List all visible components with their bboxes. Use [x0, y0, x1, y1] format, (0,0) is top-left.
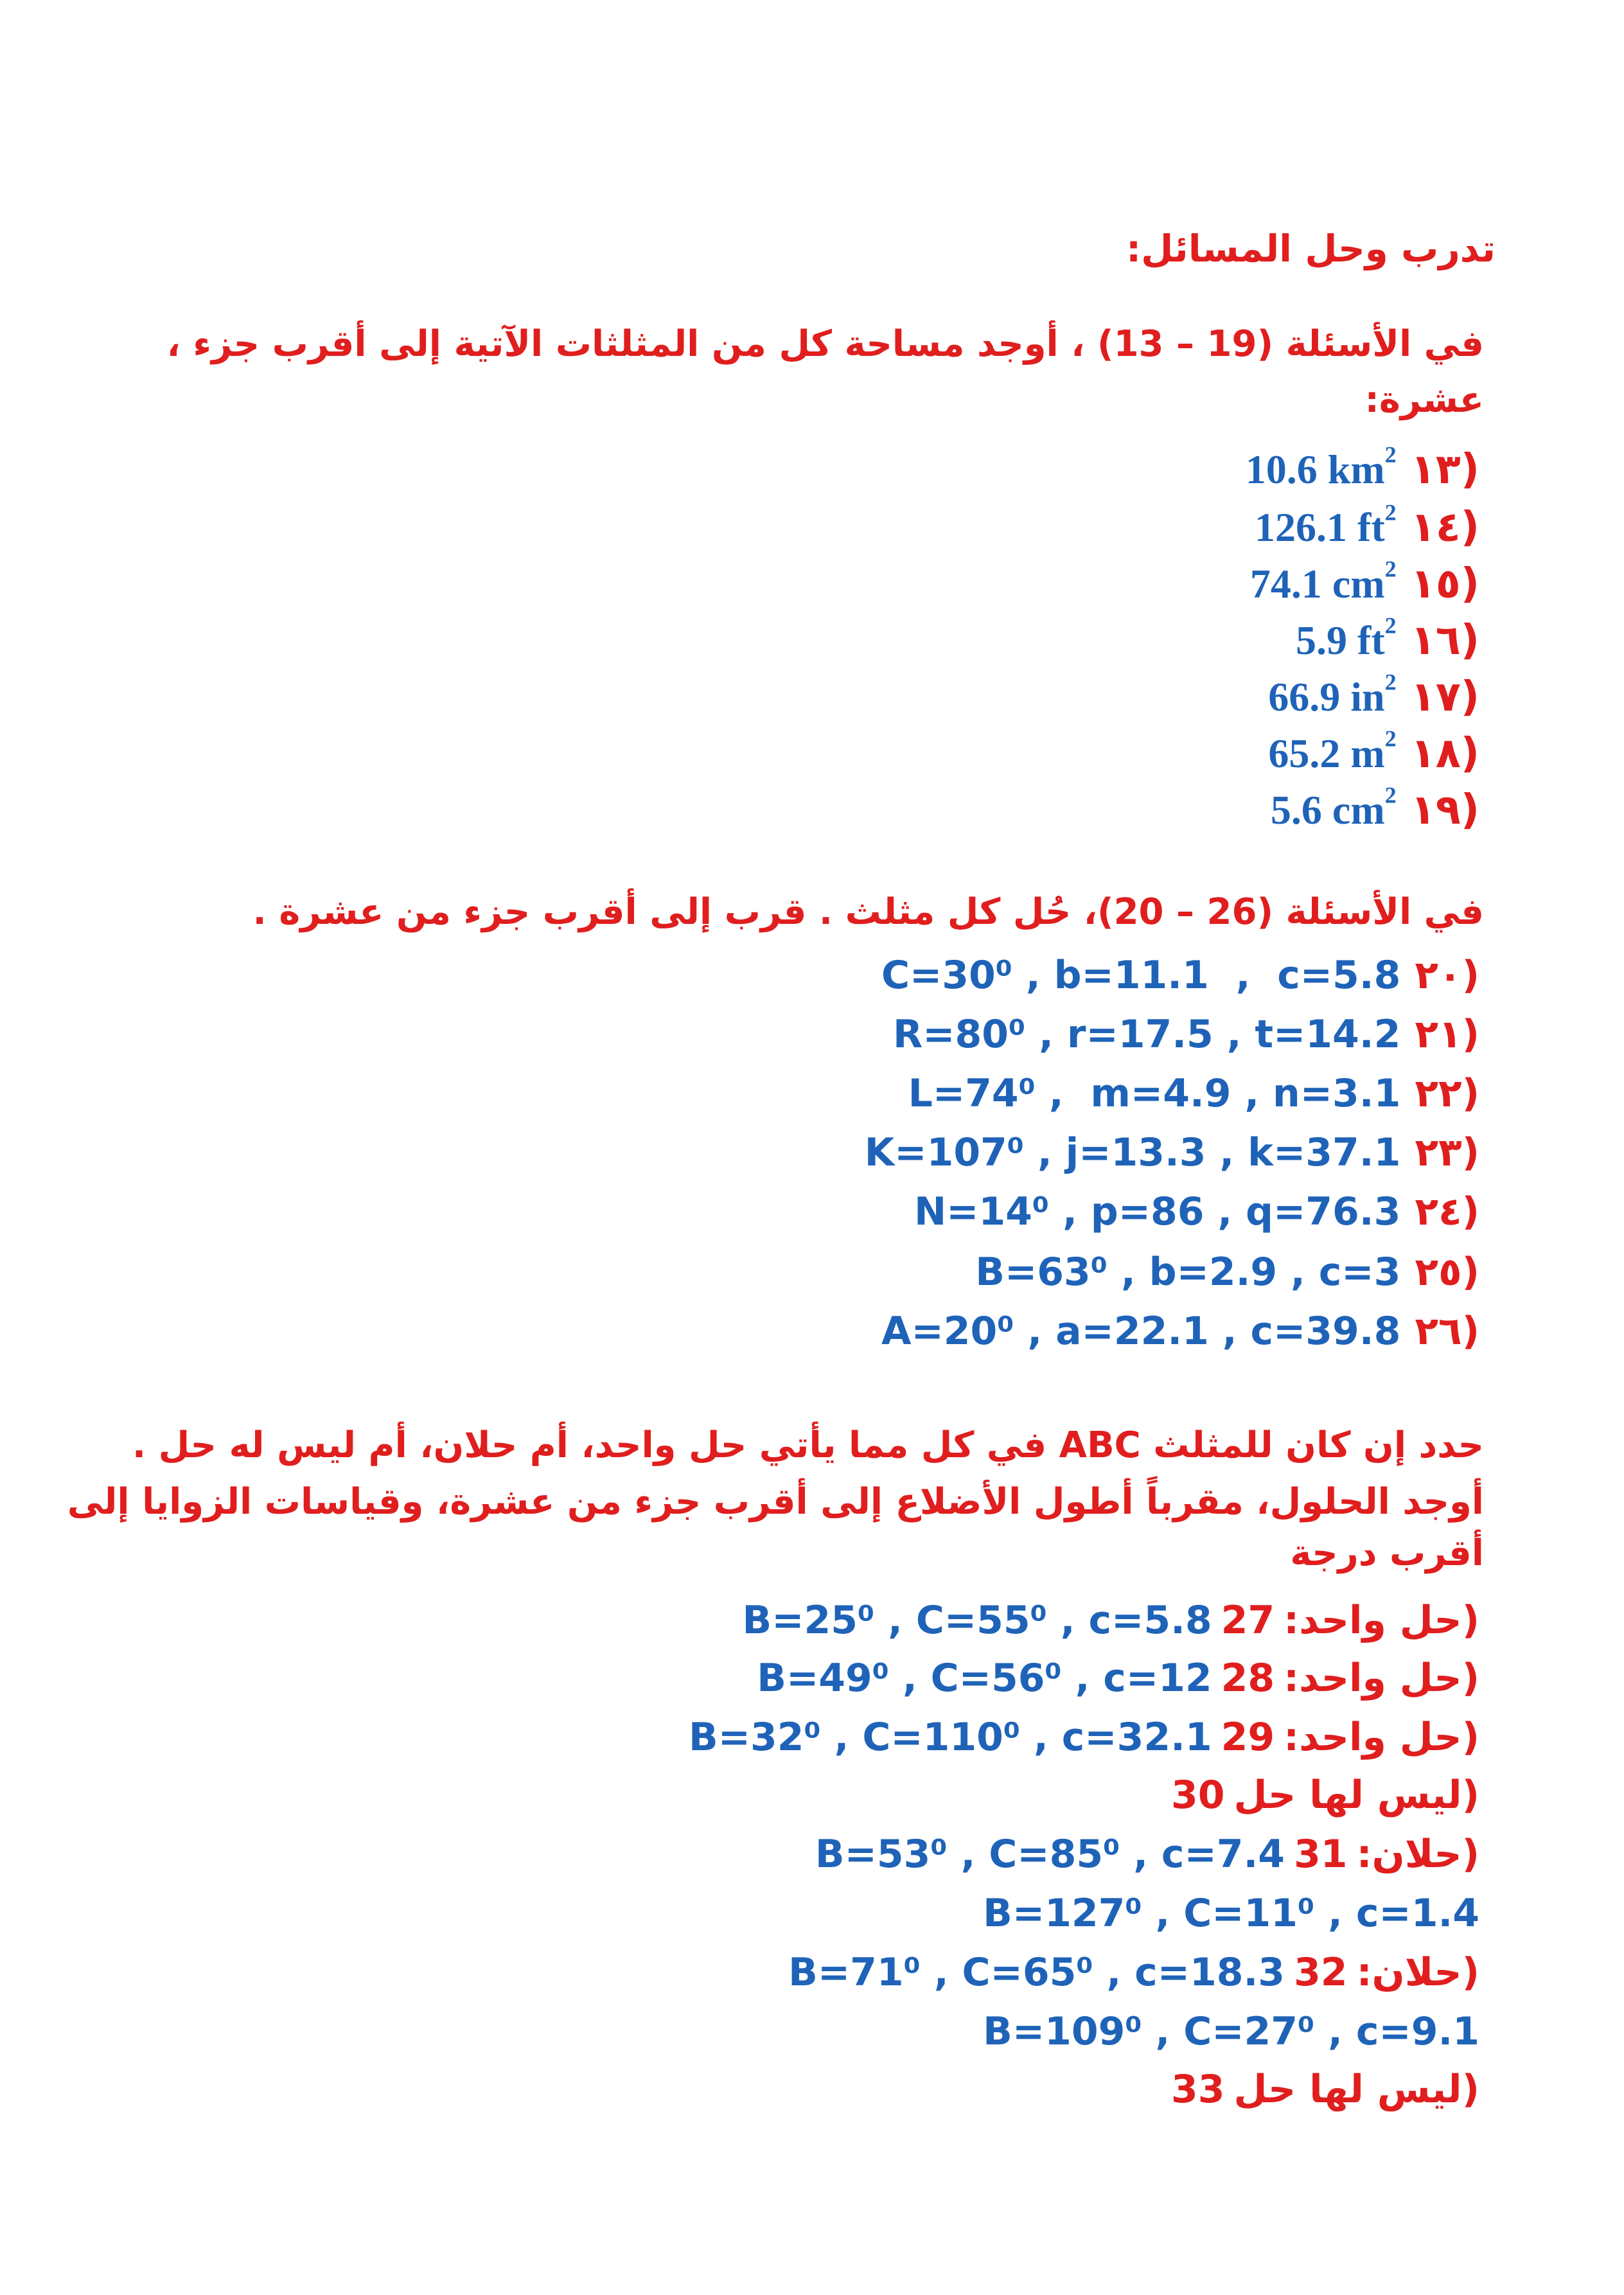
ssa-solution-value: B=109⁰ , C=27⁰ , c=9.1: [983, 2009, 1479, 2054]
triangle-solution-value: C=30⁰ , b=11.1 , c=5.8: [881, 953, 1401, 998]
area-answer-exponent: 2: [1384, 783, 1397, 808]
triangle-solution-number: ٢٦): [1415, 1309, 1479, 1354]
area-answer-value: 10.6 $km^2$: [1245, 442, 1397, 493]
area-answer-item: [1268, 726, 1479, 778]
section3-instruction: حدد إن كان للمثلث ABC في كل مما يأتي حل واحد، أم حلان، أم ليس له حل .: [132, 1424, 1484, 1466]
area-answer-item: [1249, 556, 1479, 608]
area-answer-exponent: 2: [1384, 726, 1397, 752]
ssa-solution-number: 30): [1171, 1773, 1479, 1818]
ssa-solution-number: 31): [1294, 1832, 1479, 1877]
triangle-solution-item: [914, 1189, 1479, 1234]
triangle-solution-number: ٢٤): [1415, 1189, 1479, 1234]
area-answer-value: 126.1 $ft^2$: [1255, 500, 1397, 551]
ssa-solution-number: 32): [1294, 1950, 1479, 1995]
ssa-solution-item: [742, 1598, 1479, 1643]
triangle-solution-number: ٢٥): [1415, 1250, 1479, 1295]
ssa-solution-item: [1162, 2067, 1479, 2112]
triangle-solution-number: ٢٣): [1415, 1130, 1479, 1175]
ssa-solution-item: [1162, 1773, 1479, 1818]
ssa-solution-number: 28): [1221, 1656, 1479, 1701]
area-answer-number: ١٦): [1410, 617, 1479, 665]
area-answer-item: [1245, 442, 1479, 494]
ssa-solution-number: 27): [1221, 1598, 1479, 1643]
triangle-solution-value: K=107⁰ , j=13.3 , k=37.1: [864, 1130, 1401, 1175]
ssa-solution-label: ليس لها حل: [1233, 2067, 1462, 2112]
page-title: تدرب وحل المسائل:: [1125, 227, 1496, 270]
ssa-solution-value: B=71⁰ , C=65⁰ , c=18.3: [788, 1950, 1285, 1995]
triangle-solution-item: [893, 1012, 1479, 1057]
ssa-solution-label: حلان:: [1356, 1832, 1462, 1877]
area-answer-value: 5.6 $cm^2$: [1270, 783, 1397, 833]
area-answer-number: ١٨): [1410, 730, 1479, 778]
ssa-solution-label: ليس لها حل: [1233, 1773, 1462, 1818]
triangle-solution-number: ٢٠): [1415, 953, 1479, 998]
triangle-solution-item: [975, 1250, 1479, 1295]
area-answer-item: [1270, 783, 1479, 835]
area-answer-value: 74.1 $cm^2$: [1249, 556, 1397, 607]
ssa-solution-item: [688, 1715, 1479, 1760]
ssa-solution-value: B=127⁰ , C=11⁰ , c=1.4: [983, 1891, 1479, 1936]
area-answer-number: ١٧): [1410, 673, 1479, 722]
area-answer-exponent: 2: [1384, 500, 1397, 526]
triangle-solution-item: [881, 953, 1479, 998]
section1-instruction-cont: عشرة:: [1364, 379, 1484, 421]
triangle-solution-value: B=63⁰ , b=2.9 , c=3: [975, 1250, 1401, 1295]
area-answer-item: [1255, 500, 1479, 552]
ssa-solution-label: حل واحد:: [1284, 1598, 1462, 1643]
triangle-solution-number: ٢٢): [1415, 1071, 1479, 1116]
ssa-solution-value: B=53⁰ , C=85⁰ , c=7.4: [815, 1832, 1285, 1877]
section2-instruction: في الأسئلة (26 – 20)، حُل كل مثلث . قرب إلى أقرب جزء من عشرة .: [252, 891, 1484, 933]
area-answer-number: ١٤): [1410, 504, 1479, 552]
area-answer-item: [1296, 613, 1479, 665]
area-answer-exponent: 2: [1384, 613, 1397, 639]
triangle-solution-item: [908, 1071, 1479, 1116]
area-answer-exponent: 2: [1384, 556, 1397, 582]
ssa-solution-value: B=25⁰ , C=55⁰ , c=5.8: [742, 1598, 1212, 1643]
area-answer-value: 5.9 $ft^2$: [1296, 613, 1397, 664]
triangle-solution-value: A=20⁰ , a=22.1 , c=39.8: [881, 1309, 1401, 1354]
triangle-solution-number: ٢١): [1415, 1012, 1479, 1057]
ssa-solution-item: [983, 1891, 1479, 1936]
triangle-solution-item: [881, 1309, 1479, 1354]
ssa-solution-value: B=49⁰ , C=56⁰ , c=12: [757, 1656, 1212, 1701]
area-answer-number: ١٩): [1410, 786, 1479, 835]
area-answer-item: [1268, 669, 1479, 722]
section1-instruction: في الأسئلة (19 – 13) ، أوجد مساحة كل من المثلثات الآتية إلى أقرب جزء ،: [166, 323, 1484, 365]
ssa-solution-item: [815, 1832, 1479, 1877]
triangle-solution-value: N=14⁰ , p=86 , q=76.3: [914, 1189, 1401, 1234]
ssa-solution-value: B=32⁰ , C=110⁰ , c=32.1: [688, 1715, 1212, 1760]
section3-instruction-cont2: أقرب درجة: [1290, 1532, 1484, 1574]
ssa-solution-label: حلان:: [1356, 1950, 1462, 1995]
ssa-solution-label: حل واحد:: [1284, 1715, 1462, 1760]
area-answer-exponent: 2: [1384, 442, 1397, 468]
section3-instruction-cont: أوجد الحلول، مقرباً أطول الأضلاع إلى أقرب جزء من عشرة، وقياسات الزوايا إلى: [67, 1481, 1484, 1523]
area-answer-value: 65.2 $m^2$: [1268, 726, 1397, 777]
area-answer-number: ١٥): [1410, 560, 1479, 608]
area-answer-exponent: 2: [1384, 669, 1397, 695]
ssa-solution-number: 29): [1221, 1715, 1479, 1760]
ssa-solution-label: حل واحد:: [1284, 1656, 1462, 1701]
ssa-solution-number: 33): [1171, 2067, 1479, 2112]
ssa-solution-item: [983, 2009, 1479, 2054]
area-answer-number: ١٣): [1410, 446, 1479, 494]
triangle-solution-value: R=80⁰ , r=17.5 , t=14.2: [893, 1012, 1401, 1057]
triangle-solution-item: [864, 1130, 1479, 1175]
area-answer-value: 66.9 $in^2$: [1268, 669, 1397, 720]
triangle-solution-value: L=74⁰ , m=4.9 , n=3.1: [908, 1071, 1401, 1116]
ssa-solution-item: [788, 1950, 1479, 1995]
ssa-solution-item: [757, 1656, 1479, 1701]
